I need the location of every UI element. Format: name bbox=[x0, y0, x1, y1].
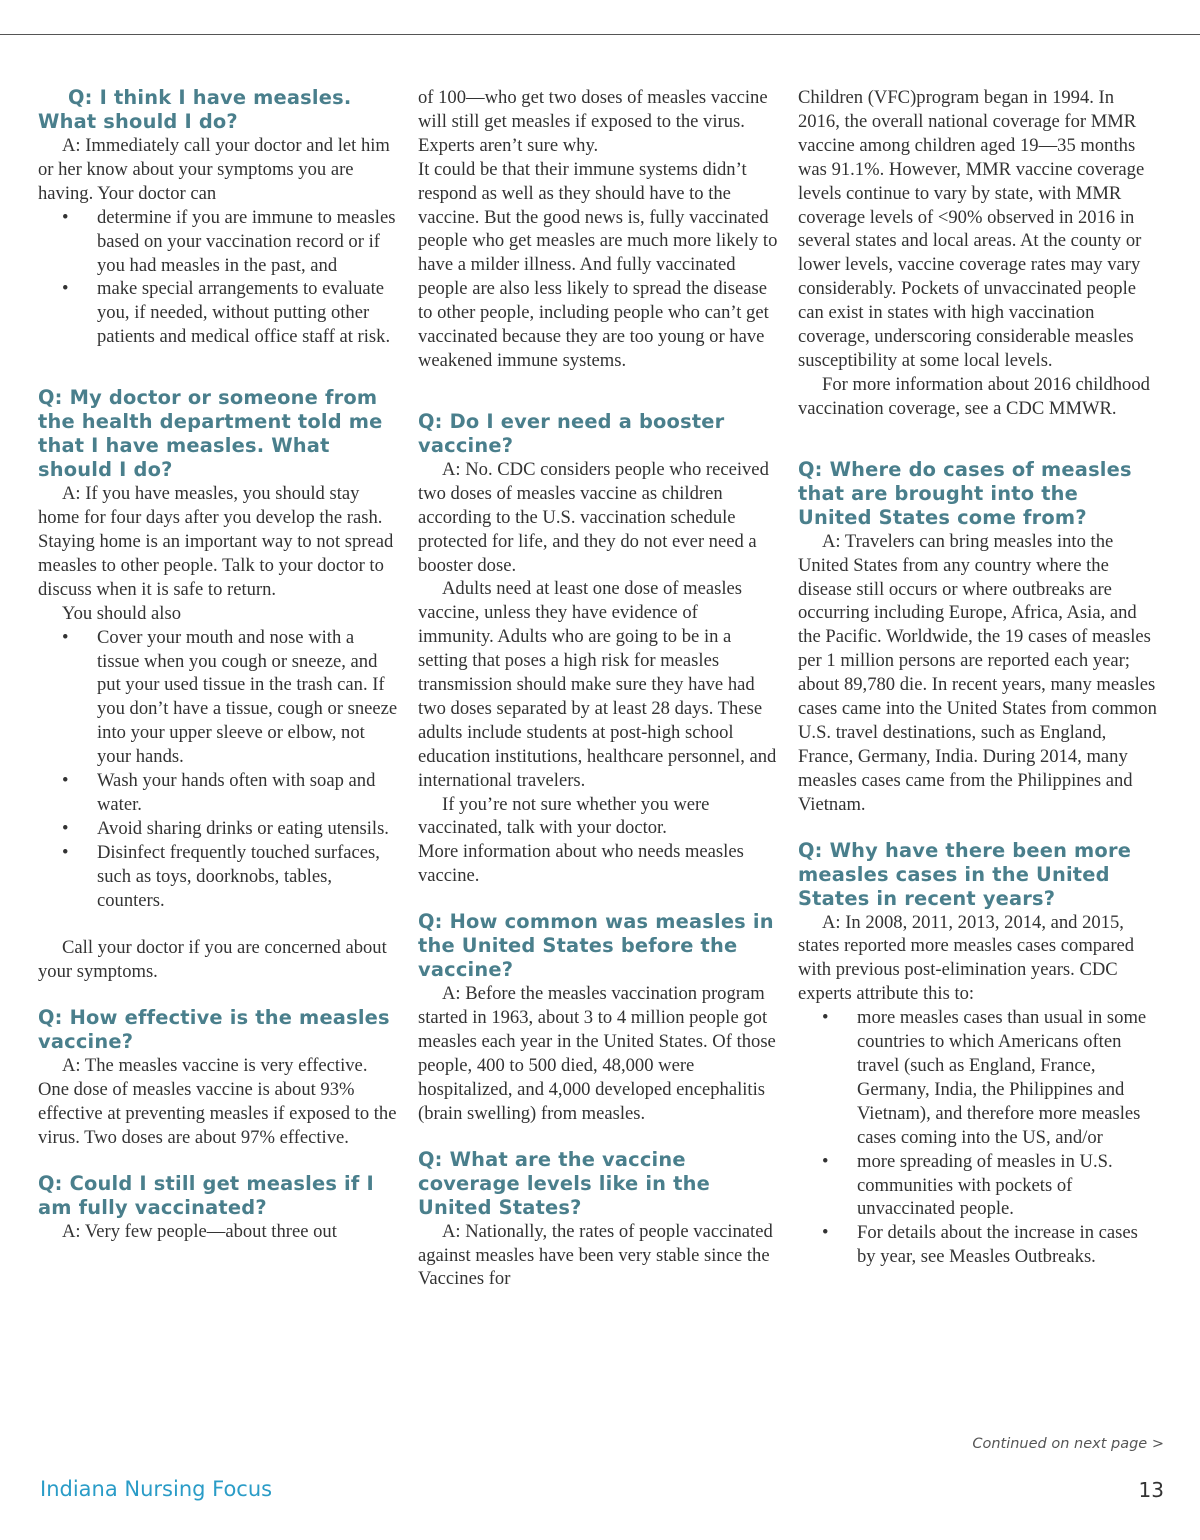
answer-paragraph: A: Nationally, the rates of people vaccinated against measles have been very stable since the Vaccines for bbox=[418, 1220, 773, 1290]
column-3 bbox=[798, 86, 1158, 1269]
bullet-list bbox=[38, 206, 398, 349]
answer-paragraph: Children (VFC)program began in 1994. In 2016, the overall national coverage for MMR vaccine among children aged 19—35 months was 91.1%. However, MMR vaccine coverage levels continue to vary by state, with MMR coverage levels of <90% observed in 2016 in several states and local areas. At the county or lower levels, vaccine coverage rates may vary considerably. Pockets of unvaccinated people can exist in states with high vaccination coverage, underscoring considerable measles susceptibility at some local levels. bbox=[798, 87, 1145, 371]
column-2 bbox=[418, 86, 778, 1291]
question-heading: Q: Why have there been more measles cases in the United States in recent years? bbox=[798, 838, 1132, 910]
continued-note: Continued on next page > bbox=[972, 1436, 1164, 1452]
question-heading: Q: My doctor or someone from the health department told me that I have measles. What should I do? bbox=[38, 386, 383, 482]
answer-paragraph: A: No. CDC considers people who received two doses of measles vaccine as children according to the U.S. vaccination schedule protected for life, and they do not ever need a booster dose. bbox=[418, 458, 769, 576]
column-1 bbox=[38, 86, 398, 1244]
question-heading: Q: How common was measles in the United States before the vaccine? bbox=[418, 910, 774, 982]
page-number: 13 bbox=[1138, 1478, 1164, 1502]
question-heading: Q: Could I still get measles if I am fully vaccinated? bbox=[38, 1171, 374, 1219]
question-heading: Q: What are the vaccine coverage levels like in the United States? bbox=[418, 1147, 710, 1219]
list-item: • determine if you are immune to measles based on your vaccination record or if you had measles in the past, and bbox=[38, 206, 398, 278]
question-heading: Q: How effective is the measles vaccine? bbox=[38, 1006, 390, 1054]
list-item: • Disinfect frequently touched surfaces, such as toys, doorknobs, tables, counters. bbox=[38, 841, 398, 913]
list-item: • more measles cases than usual in some countries to which Americans often travel (such as England, France, Germany, India, the Philippines and Vietnam), and therefore more measles cases coming into the US, and/or bbox=[798, 1006, 1158, 1149]
answer-paragraph: A: Travelers can bring measles into the United States from any country where the disease still occurs or where outbreaks are occurring including Europe, Africa, Asia, and the Pacific. Worldwide, the 19 cases of measles per 1 million persons are reported each year; about 89,780 die. In recent years, many measles cases came into the United States from common U.S. travel destinations, such as England, France, Germany, India. During 2014, many measles cases came from the Philippines and Vietnam. bbox=[798, 530, 1157, 815]
answer-paragraph: If you’re not sure whether you were vaccinated, talk with your doctor. bbox=[418, 793, 710, 839]
list-item: • Cover your mouth and nose with a tissue when you cough or sneeze, and put your used tissue in the trash can. If you don’t have a tissue, cough or sneeze into your upper sleeve or elbow, not your hands. bbox=[38, 626, 398, 769]
question-heading: Q: Where do cases of measles that are brought into the United States come from? bbox=[798, 457, 1132, 529]
answer-paragraph: Adults need at least one dose of measles vaccine, unless they have evidence of immunity. Adults who are going to be in a setting that poses a high risk for measles transmission should make sure they have had two doses separated by at least 28 days. These adults include students at post-high school education institutions, healthcare personnel, and international travelers. bbox=[418, 578, 777, 791]
list-item: • For details about the increase in cases by year, see Measles Outbreaks. bbox=[798, 1221, 1158, 1269]
answer-paragraph: It could be that their immune systems didn’t respond as well as they should have to the vaccine. But the good news is, fully vaccinated people who get measles are much more likely to have a milder illness. And fully vaccinated people are also less likely to spread the disease to other people, including people who can’t get vaccinated because they are too young or have weakened immune systems. bbox=[418, 158, 778, 371]
answer-paragraph: A: The measles vaccine is very effective. One dose of measles vaccine is about 93% effective at preventing measles if exposed to the virus. Two doses are about 97% effective. bbox=[38, 1055, 397, 1148]
answer-paragraph: A: If you have measles, you should stay home for four days after you develop the rash. Staying home is an important way to not spread measles to other people. Talk to your doctor to discuss when it is safe to return. bbox=[38, 483, 394, 600]
list-item: • more spreading of measles in U.S. communities with pockets of unvaccinated people. bbox=[798, 1150, 1158, 1222]
answer-paragraph: of 100—who get two doses of measles vaccine will still get measles if exposed to the virus. Experts aren’t sure why. bbox=[418, 87, 768, 156]
top-rule bbox=[0, 34, 1200, 35]
answer-paragraph: A: Before the measles vaccination program started in 1963, about 3 to 4 million people got measles each year in the United States. Of those people, 400 to 500 died, 48,000 were hospitalized, and 4,000 developed encephalitis (brain swelling) from measles. bbox=[418, 983, 776, 1124]
bullet-list bbox=[798, 1006, 1158, 1269]
list-item: • make special arrangements to evaluate you, if needed, without putting other patients and medical office staff at risk. bbox=[38, 277, 398, 349]
answer-paragraph: A: Immediately call your doctor and let him or her know about your symptoms you are having. Your doctor can bbox=[38, 135, 390, 204]
answer-paragraph: You should also bbox=[62, 602, 181, 624]
list-item: • Wash your hands often with soap and water. bbox=[38, 769, 398, 817]
question-heading: Q: I think I have measles. What should I do? bbox=[38, 86, 352, 133]
publication-name: Indiana Nursing Focus bbox=[40, 1477, 273, 1501]
question-heading: Q: Do I ever need a booster vaccine? bbox=[418, 409, 725, 457]
answer-paragraph: More information about who needs measles vaccine. bbox=[418, 841, 744, 887]
answer-paragraph: For more information about 2016 childhood vaccination coverage, see a CDC MMWR. bbox=[798, 373, 1150, 419]
list-item: • Avoid sharing drinks or eating utensils. bbox=[38, 817, 398, 841]
bullet-list bbox=[38, 626, 398, 913]
answer-paragraph: A: Very few people—about three out bbox=[62, 1220, 337, 1242]
answer-paragraph: Call your doctor if you are concerned about your symptoms. bbox=[38, 937, 387, 983]
answer-paragraph: A: In 2008, 2011, 2013, 2014, and 2015, states reported more measles cases compared with previous post-elimination years. CDC experts attribute this to: bbox=[798, 911, 1135, 1005]
